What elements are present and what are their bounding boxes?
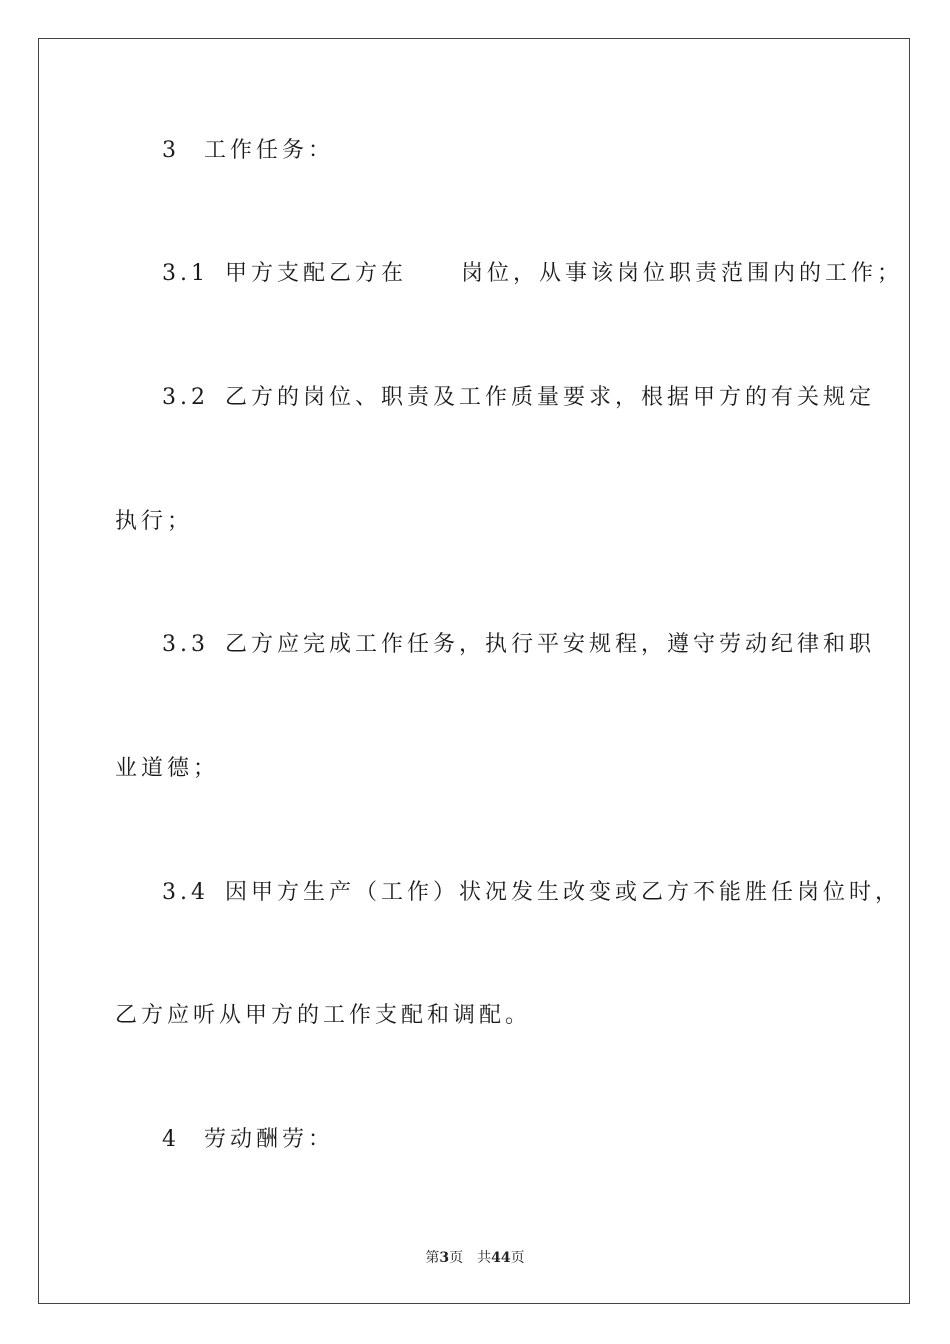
clause-text-after-blank: 岗位，从事该岗位职责范围内的工作； (461, 261, 904, 286)
clause-text: 执行； (115, 509, 194, 534)
total-suffix: 页 (510, 1250, 525, 1266)
clause-text: 因甲方生产（工作）状况发生改变或乙方不能胜任岗位时， (225, 880, 902, 905)
clause-3-2 (162, 383, 875, 413)
clause-number: 3.4 (162, 880, 209, 905)
clause-3-4-continued (115, 1001, 531, 1031)
clause-3-3-continued (115, 754, 219, 784)
clause-number: 3.1 (162, 261, 209, 286)
clause-text: 乙方应完成工作任务，执行平安规程，遵守劳动纪律和职 (225, 632, 876, 657)
clause-3-4 (162, 878, 901, 908)
section-3-heading (162, 136, 334, 166)
clause-number: 3.3 (162, 632, 209, 657)
page-suffix: 页 (449, 1250, 464, 1266)
page-prefix: 第 (425, 1250, 440, 1266)
total-pages: 44 (491, 1250, 511, 1266)
section-number: 3 (162, 138, 180, 163)
clause-text-before-blank: 甲方支配乙方在 (225, 261, 408, 286)
page-number: 3 (439, 1250, 450, 1266)
clause-number: 3.2 (162, 385, 209, 410)
page-footer (0, 1247, 950, 1267)
section-title: 工作任务： (204, 138, 335, 163)
clause-text: 业道德； (115, 756, 220, 781)
page-border (38, 38, 910, 1304)
section-number: 4 (162, 1127, 180, 1152)
clause-3-1 (162, 259, 903, 289)
clause-3-2-continued (115, 507, 193, 537)
clause-text: 乙方的岗位、职责及工作质量要求，根据甲方的有关规定 (225, 385, 876, 410)
section-title: 劳动酬劳： (204, 1127, 335, 1152)
section-4-heading (162, 1125, 334, 1155)
clause-text: 乙方应听从甲方的工作支配和调配。 (115, 1003, 532, 1028)
total-prefix: 共 (477, 1250, 492, 1266)
clause-3-3 (162, 630, 875, 660)
